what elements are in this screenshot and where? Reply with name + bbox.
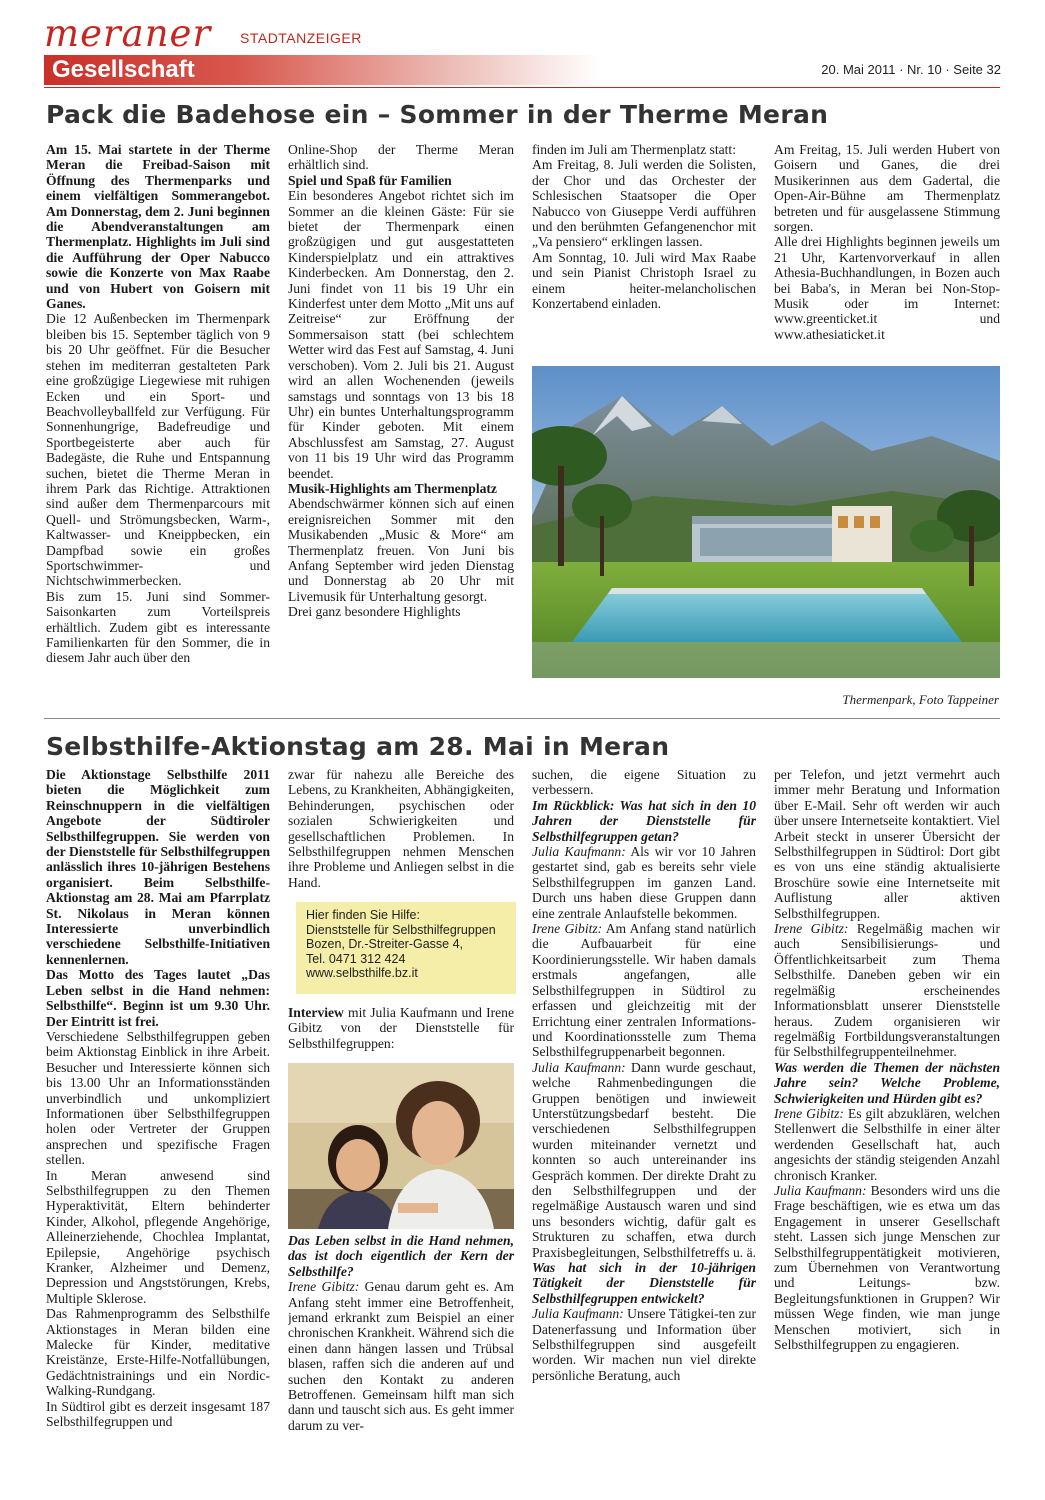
- article1-paragraph: Am Sonntag, 10. Juli wird Max Raabe und sein Pianist Christoph Israel zu einem heiter-melancholischen Konzertabend einladen.: [532, 249, 756, 312]
- article1-subheading: Spiel und Spaß für Familien: [288, 172, 452, 188]
- article1-column-1: [46, 142, 270, 708]
- article1-paragraph: Alle drei Highlights beginnen jeweils um 21 Uhr, Kartenvorverkauf in allen Athesia-Buchhandlungen, in Bozen auch bei Baba's, in Meran bei Non-Stop-Musik oder im Internet: www.greenticket.it und www.athesiaticket.it: [774, 234, 1000, 342]
- article2-lead: Das Motto des Tages lautet „Das Leben selbst in die Hand nehmen: Selbsthilfe“. Beginn ist um 9.30 Uhr. Der Eintritt ist frei.: [46, 967, 270, 1029]
- article1-paragraph: finden im Juli am Thermenplatz statt:: [532, 142, 736, 157]
- interview-intro-text: mit Julia Kaufmann und Irene Gibitz von der Dienststelle für Selbsthilfegruppen:: [288, 1005, 514, 1051]
- info-box: [296, 902, 516, 994]
- speaker-name: Julia Kaufmann:: [532, 844, 626, 860]
- article1-subheading: Musik-Highlights am Thermenplatz: [288, 480, 497, 496]
- article1-paragraph: Drei ganz besondere Highlights: [288, 604, 461, 620]
- interview-question: Im Rückblick: Was hat sich in den 10 Jahren der Dienststelle für Selbsthilfegruppen getan?: [532, 797, 756, 844]
- section-title: Gesellschaft: [52, 56, 195, 83]
- speaker-name: Julia Kaufmann:: [774, 1182, 867, 1198]
- article1-column-2: [288, 142, 514, 708]
- article1-paragraph: Die 12 Außenbecken im Thermenpark bleiben bis 15. September täglich von 9 bis 20 Uhr geöffnet. Für die Besucher stehen im mediterran gestalteten Park eine großzügige Liegewiese mit ruhigen Ecken und ein Sport- und Beachvolleyballfeld zur Verfügung. Für Sonnenhungrige, Badefreudige und Sportbegeisterte aber auch für Badegäste, die Ruhe und Entspannung suchen, bietet die Therme Meran in ihrem Park das Richtige. Attraktionen sind außer dem Thermenparcours mit Quell- und Strömungsbecken, Warm-, Kaltwasser- und Kneippbecken, ein Dampfbad sowie ein großes Sportschwimmer- und Nichtschwimmerbecken.: [46, 311, 270, 589]
- interview-answer: Dann wurde geschaut, welche Rahmenbedingungen die Gruppen benötigen und inwieweit Unterstützungsbedarf besteht. Die verschiedenen Selbsthilfegruppen wurden miteinander vernetzt und konnten so auch untereinander ins Gespräch kommen. Der direkte Draht zu den Selbsthilfegruppen und der regelmäßige Austausch waren und sind uns besonders wichtig, dafür galt es Strukturen zu schaffen, etwa durch Praxisbegleitungen, Selbsthilfetreffs u. ä.: [532, 1059, 756, 1260]
- article1-column-4: [774, 142, 1000, 354]
- article2-column-2-top: [288, 767, 514, 897]
- article2-paragraph: Das Rahmenprogramm des Selbsthilfe Aktionstages in Meran bilden eine Malecke für Kinder, meditative Kreistänze, Erste-Hilfe-Notfallübungen, Gedächtnistrainings und ein Nordic-Walking-Rundgang.: [46, 1306, 270, 1399]
- info-box-line: Bozen, Dr.-Streiter-Gasse 4,: [306, 937, 464, 951]
- info-box-line: Dienststelle für Selbsthilfegruppen: [306, 922, 496, 937]
- interview-photo: [288, 1063, 514, 1229]
- article1-paragraph: Am Freitag, 15. Juli werden Hubert von Goisern und Ganes, die drei Musikerinnen aus dem Gadertal, die Open-Air-Bühne am Thermenplatz betreten und für ausgelassene Stimmung sorgen.: [774, 142, 1000, 235]
- article2-lead: Die Aktionstage Selbsthilfe 2011 bieten die Möglichkeit zum Reinschnuppern in die vielfältigen Angebote der Südtiroler Selbsthilfegruppen. Sie werden von der Dienststelle für Selbsthilfegruppen anlässlich ihres 10-jährigen Bestehens organisiert. Beim Selbsthilfe-Aktionstag am 28. Mai am Pfarrplatz St. Nikolaus in Meran können Interessierte unverbindlich verschiedene Selbsthilfe-Initiativen kennenlernen.: [46, 767, 270, 967]
- article2-paragraph: zwar für nahezu alle Bereiche des Lebens, zu Krankheiten, Abhängigkeiten, Behinderungen, psychischen oder sozialen Schwierigkeiten und gesellschaftlichen Problemen. In Selbsthilfegruppen nehmen Menschen ihre Probleme und Anliegen selbst in die Hand.: [288, 767, 514, 890]
- article-divider: [44, 718, 1000, 719]
- interview-question: Das Leben selbst in die Hand nehmen, das ist doch eigentlich der Kern der Selbsthilfe?: [288, 1233, 514, 1279]
- article1-column-3: [532, 142, 756, 354]
- speaker-name: Julia Kaufmann:: [532, 1059, 626, 1075]
- speaker-name: Julia Kaufmann:: [532, 1306, 624, 1322]
- speaker-name: Irene Gibitz:: [532, 921, 603, 937]
- article2-interview-intro: [288, 1005, 514, 1065]
- interview-answer: Genau darum geht es. Am Anfang steht immer eine Betroffenheit, jemand erkrankt zum Beispiel an einer chronischen Krankheit. Während sich die einen dann hängen lassen und Trübsal blasen, raffen sich die anderen auf und suchen den Kontakt zu anderen Betroffenen. Gemeinsam hilft man sich dann und tauscht sich aus. Es geht immer darum zu ver-: [288, 1279, 514, 1433]
- speaker-name: Irene Gibitz:: [774, 1105, 844, 1121]
- article1-lead: Am 15. Mai startete in der Therme Meran die Freibad-Saison mit Öffnung des Thermenparks und einem vielfältigen Sommerangebot. Am Donnerstag, dem 2. Juni beginnen die Abendveranstaltungen am Thermenplatz. Highlights im Juli sind die Aufführung der Oper Nabucco sowie die Konzerte von Max Raabe und von Hubert von Goisern mit Ganes.: [46, 142, 270, 312]
- info-box-link[interactable]: www.selbsthilfe.bz.it: [306, 966, 418, 980]
- article1-paragraph: Bis zum 15. Juni sind Sommer-Saisonkarten zum Vorteilspreis erhältlich. Zudem gibt es interessante Familienkarten für den Sommer, die in diesem Jahr auch über den: [46, 588, 270, 666]
- masthead-brand: meraner: [44, 12, 212, 55]
- info-box-line: Tel. 0471 312 424: [306, 951, 406, 966]
- interview-answer: Es gilt abzuklären, welchen Stellenwert die Selbsthilfe in einer älter werdenden Gesellschaft hat, auch angesichts der ständig steigenden Anzahl chronisch Kranker.: [774, 1105, 1000, 1183]
- speaker-name: Irene Gibitz:: [774, 921, 849, 937]
- article1-paragraph: Ein besonderes Angebot richtet sich im Sommer an die kleinen Gäste: Für sie bietet der Thermenpark einen großzügigen und gut ausgestatteten Kinderspielplatz und ein attraktives Kinderbecken. Am Donnerstag, den 2. Juni findet von 11 bis 19 Uhr ein Kinderfest unter dem Motto „Mit uns auf Zeitreise“ zur Eröffnung der Sommersaison statt (bei schlechtem Wetter wird das Fest auf Samstag, 4. Juni verschoben). Vom 2. Juli bis 21. August wird an allen Wochenenden (jeweils samstags und sonntags von 13 bis 18 Uhr) ein buntes Unterhaltungsprogramm für Kinder geboten. Mit einem Abschlussfest am Samstag, 27. August von 11 bis 19 Uhr wird das Programm beendet.: [288, 188, 514, 481]
- article2-paragraph: Verschiedene Selbsthilfegruppen geben beim Aktionstag Einblick in ihre Arbeit. Besucher und Interessierte können sich bis 13.00 Uhr an Informationsständen unverbindlich und unkompliziert Informationen über Selbsthilfegruppen holen oder Vertreter der Gruppen ansprechen und spezifische Fragen stellen.: [46, 1028, 270, 1168]
- article2-paragraph: In Meran anwesend sind Selbsthilfegruppen zu den Themen Hyperaktivität, Eltern behinderter Kinder, Alkohol, pflegende Angehörige, Alleinerziehende, Chochlea Implantat, Epilepsie, Angehörige psychisch Kranker, Alzheimer und Demenz, Depression und Angststörungen, Krebs, Multiple Sklerose.: [46, 1167, 270, 1306]
- article1-paragraph: Online-Shop der Therme Meran erhältlich sind.: [288, 142, 514, 173]
- interview-answer: Am Anfang stand natürlich die Aufbauarbeit für eine Koordinierungsstelle. Wir haben damals erstmals angefangen, alle Selbsthilfegruppen in Südtirol zu erfassen und gleichzeitig mit der Errichtung einer zentralen Informations- und Koordinationsstelle zum Thema Selbsthilfegruppenarbeit begonnen.: [532, 921, 756, 1060]
- speaker-name: Irene Gibitz:: [288, 1279, 360, 1295]
- info-box-line: Hier finden Sie Hilfe:: [306, 908, 420, 922]
- interview-answer: Als wir vor 10 Jahren gestartet sind, gab es bereits sehr viele Selbsthilfegruppen im ganzen Land. Durch uns haben diese Gruppen dann eine zentrale Anlaufstelle bekommen.: [532, 844, 756, 921]
- article2-column-4: [774, 767, 1000, 1467]
- article2-column-3: [532, 767, 756, 1467]
- interview-answer: Unsere Tätigkei-ten zur Datenerfassung und Information über Selbsthilfegruppen sind ausgefeilt worden. Wir machen nun viel direkte persönliche Beratung, auch: [532, 1306, 756, 1383]
- interview-question: Was werden die Themen der nächsten Jahre sein? Welche Probleme, Schwierigkeiten und Hürden gibt es?: [774, 1059, 1000, 1106]
- article1-paragraph: Abendschwärmer können sich auf einen ereignisreichen Sommer mit den Musikabenden „Music & More“ am Thermenplatz freuen. Von Juni bis Anfang September wird jeden Dienstag und Donnerstag ab 20 Uhr mit Livemusik für Unterhaltung gesorgt.: [288, 496, 514, 604]
- interview-label: Interview: [288, 1005, 344, 1020]
- article1-paragraph: Am Freitag, 8. Juli werden die Solisten, der Chor und das Orchester der Schlesischen Staatsoper die Oper Nabucco von Giuseppe Verdi aufführen und den berühmten Gefangenenchor mit „Va pensiero“ erklingen lassen.: [532, 157, 756, 250]
- article2-column-1: [46, 767, 270, 1467]
- article2-paragraph: suchen, die eigene Situation zu verbessern.: [532, 767, 756, 798]
- photo-caption: Thermenpark, Foto Tappeiner: [842, 692, 999, 707]
- thermenpark-photo: [532, 366, 1000, 678]
- article2-column-2-bottom: [288, 1233, 514, 1467]
- article2-paragraph: In Südtirol gibt es derzeit insgesamt 187 Selbsthilfegruppen und: [46, 1398, 270, 1430]
- interview-question: Was hat sich in der 10-jährigen Tätigkeit der Dienststelle für Selbsthilfegruppen entwickelt?: [532, 1260, 756, 1306]
- masthead-subtitle: STADTANZEIGER: [240, 30, 362, 46]
- interview-answer: Regelmäßig machen wir auch Sensibilisierungs- und Öffentlichkeitsarbeit zum Thema Selbsthilfe. Daneben geben wir ein regelmäßig erscheinendes Informationsblatt unserer Dienststelle heraus. Zudem organisieren wir regelmäßig Fortbildungsveranstaltungen für Selbsthilfegruppenteilnehmer.: [774, 921, 1000, 1060]
- article2-paragraph: per Telefon, und jetzt vermehrt auch immer mehr Beratung und Information über E-Mail. Sehr oft werden wir auch über unsere Internetseite kontaktiert. Viel Arbeit steckt in unserer Übersicht der Selbsthilfegruppen in Südtirol: Dort gibt es von uns eine ständig aktualisierte Broschüre sowie eine Internetseite mit Auflistung aller aktiven Selbsthilfegruppen.: [774, 767, 1000, 921]
- interview-answer: Besonders wird uns die Frage beschäftigen, wie es etwa um das Engagement in unserer Gesellschaft steht. Lassen sich junge Menschen zur Selbsthilfegruppentätigkeit motivieren, zum Übernehmen von Verantwortung und Leitungs- bzw. Begleitungsfunktionen in Gruppen? Wir müssen Wege finden, wie man junge Menschen motiviert, sich in Selbsthilfegruppen zu engagieren.: [774, 1182, 1000, 1353]
- article-headline-therme: Pack die Badehose ein – Sommer in der Therme Meran: [46, 100, 829, 129]
- dateline: 20. Mai 2011 · Nr. 10 · Seite 32: [821, 62, 1001, 77]
- article-headline-selbsthilfe: Selbsthilfe-Aktionstag am 28. Mai in Meran: [46, 732, 670, 761]
- masthead-rule: [44, 87, 1000, 88]
